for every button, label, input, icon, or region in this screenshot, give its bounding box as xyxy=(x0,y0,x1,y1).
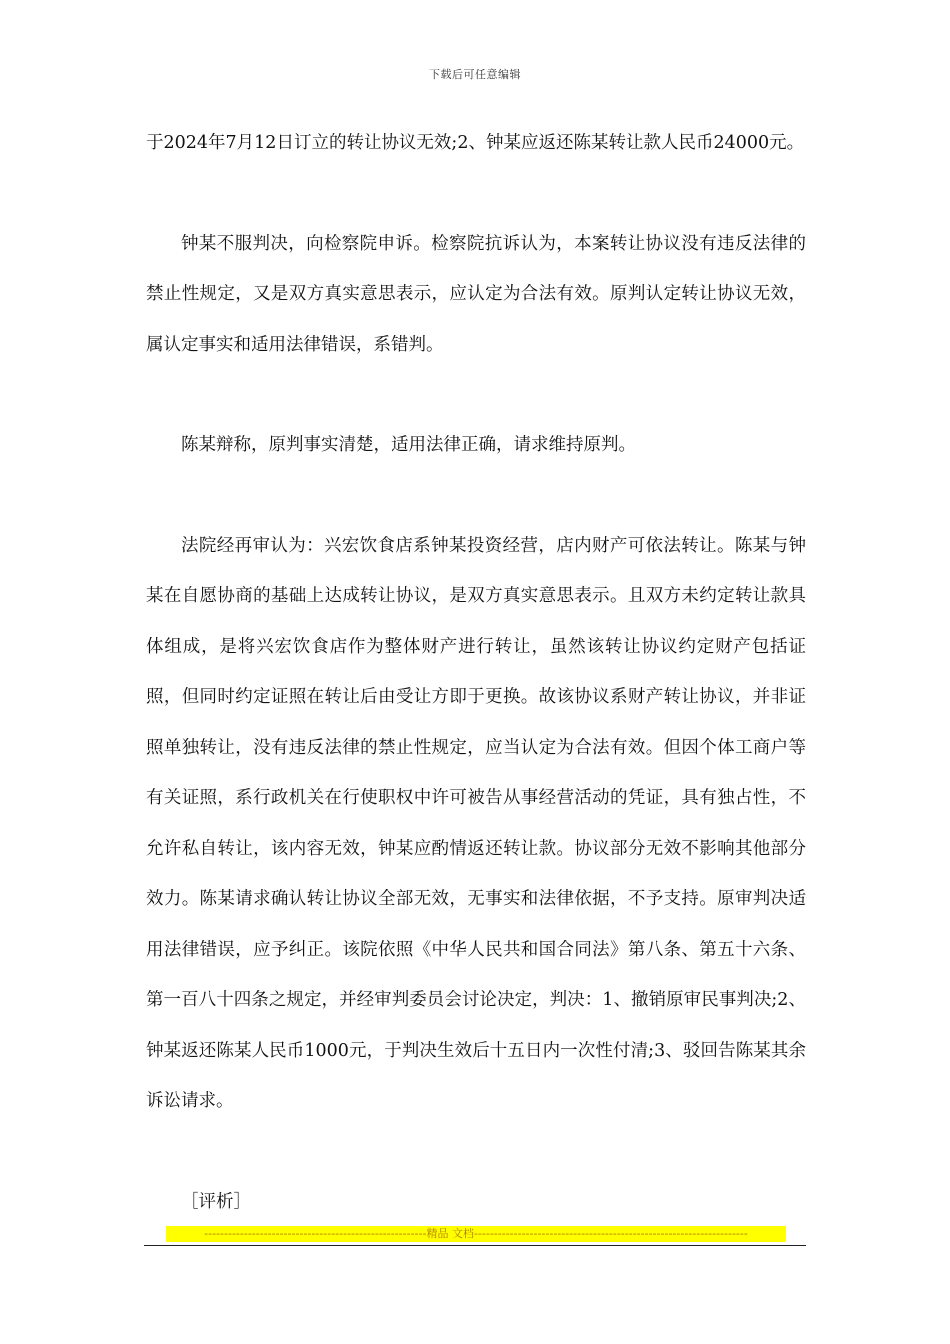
paragraph-retrial-ruling: 法院经再审认为：兴宏饮食店系钟某投资经营，店内财产可依法转让。陈某与钟某在自愿协商的基础上达成转让协议，是双方真实意思表示。且双方未约定转让款具体组成，是将兴宏饮食店作为整体财产进行转让，虽然该转让协议约定财产包括证照，但同时约定证照在转让后由受让方即于更换。故该协议系财产转让协议，并非证照单独转让，没有违反法律的禁止性规定，应当认定为合法有效。但因个体工商户等有关证照，系行政机关在行使职权中许可被告从事经营活动的凭证，具有独占性，不允许私自转让，该内容无效，钟某应酌情返还转让款。协议部分无效不影响其他部分效力。陈某请求确认转让协议全部无效，无事实和法律依据，不予支持。原审判决适用法律错误，应予纠正。该院依照《中华人民共和国合同法》第八条、第五十六条、第一百八十四条之规定，并经审判委员会讨论决定，判决：1、撤销原审民事判决;2、钟某返还陈某人民币1000元，于判决生效后十五日内一次性付清;3、驳回告陈某其余诉讼请求。 xyxy=(146,535,806,1111)
paragraph-gap xyxy=(146,471,806,521)
paragraph-gap xyxy=(146,1127,806,1177)
paragraph-gap xyxy=(146,370,806,420)
paragraph-gap xyxy=(146,169,806,219)
paragraph-appeal: 钟某不服判决，向检察院申诉。检察院抗诉认为，本案转让协议没有违反法律的禁止性规定，又是双方真实意思表示，应认定为合法有效。原判认定转让协议无效，属认定事实和适用法律错误，系错判。 xyxy=(146,233,806,355)
footer-rule xyxy=(144,1245,806,1246)
paragraph-analysis-heading: ［评析］ xyxy=(181,1191,251,1212)
document-body xyxy=(146,118,806,1227)
footer-banner: --------------------------------------------------------精品 文档--------------------------------------------------------------------- xyxy=(166,1226,786,1242)
paragraph-judgment-tail: 于2024年7月12日订立的转让协议无效;2、钟某应返还陈某转让款人民币24000元。 xyxy=(146,133,805,153)
paragraph-defense: 陈某辩称，原判事实清楚，适用法律正确，请求维持原判。 xyxy=(181,435,636,455)
header-note: 下载后可任意编辑 xyxy=(429,68,521,81)
